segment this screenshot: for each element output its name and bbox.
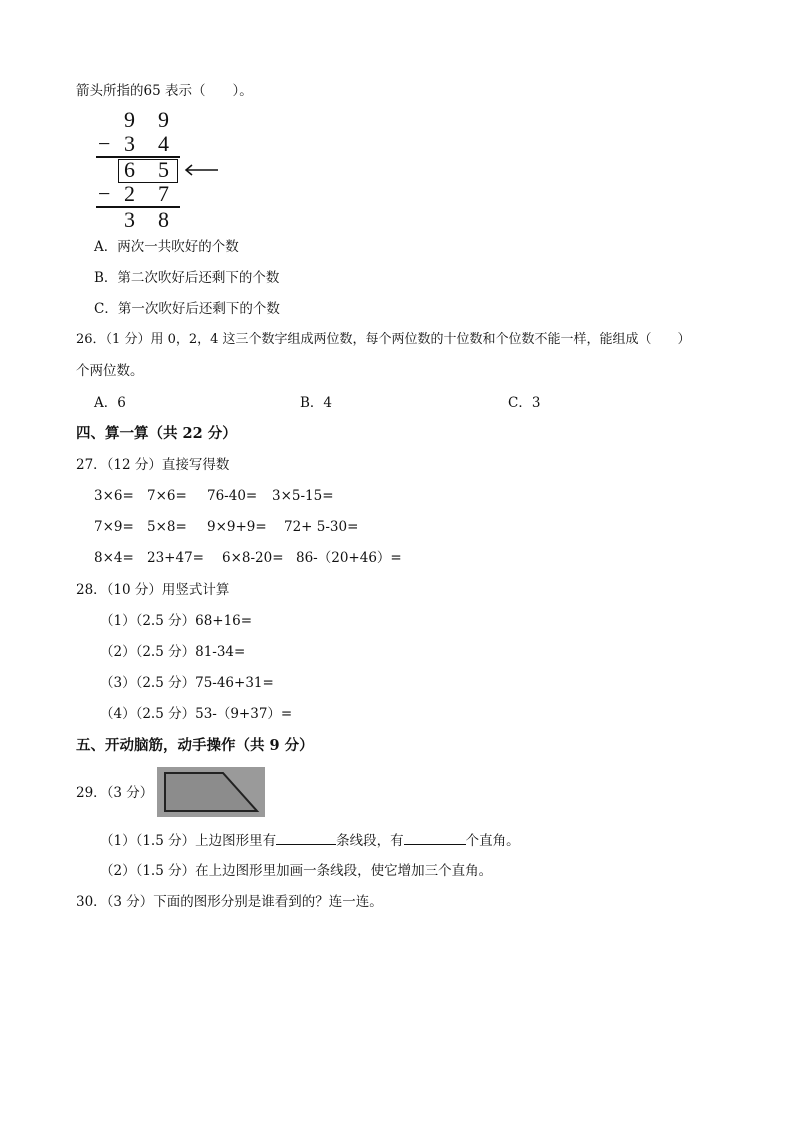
q29-title: 29．（3 分）: [76, 785, 154, 801]
q25-option-b: B．第二次吹好后还剩下的个数: [94, 270, 280, 286]
q28-item-2: （2）（2.5 分）81-34=: [100, 644, 246, 660]
q27-cell: 86-（20+46）=: [296, 550, 402, 566]
trapezoid-shape: [157, 767, 265, 817]
q25-option-a: A．两次一共吹好的个数: [94, 239, 239, 255]
minus-sign: −: [98, 131, 111, 156]
q27-title: 27．（12 分）直接写得数: [76, 457, 230, 473]
q26-line1: 26．（1 分）用 0，2，4 这三个数字组成两位数，每个两位数的十位数和个位数不能一样，能组成（ ）: [76, 332, 691, 347]
q25-stem: 箭头所指的65 表示（ ）。: [76, 83, 253, 99]
q27-cell: 5×8=: [147, 519, 187, 535]
q27-cell: 6×8-20=: [222, 550, 284, 566]
q27-cell: 9×9+9=: [207, 519, 267, 535]
section-5-title: 五、开动脑筋，动手操作（共 9 分）: [76, 737, 314, 754]
digit: 3: [124, 207, 135, 232]
q25-option-c: C．第一次吹好后还剩下的个数: [94, 301, 280, 317]
answer-blank-right-angles[interactable]: [404, 830, 466, 845]
q29-sub1-text-c: 个直角。: [465, 833, 520, 849]
digit: 3: [124, 131, 135, 156]
answer-blank-segments[interactable]: [276, 830, 336, 845]
q30-title: 30．（3 分）下面的图形分别是谁看到的？连一连。: [76, 894, 383, 910]
q29-sub1: [100, 830, 520, 850]
q26-option-a: A．6: [94, 395, 126, 411]
section-4-title: 四、算一算（共 22 分）: [76, 425, 237, 442]
q27-cell: 3×6=: [94, 488, 134, 504]
q27-cell: 23+47=: [147, 550, 204, 566]
q27-cell: 3×5-15=: [272, 488, 334, 504]
q28-title: 28．（10 分）用竖式计算: [76, 582, 230, 598]
digit: 6: [124, 157, 135, 182]
arrow-left-icon: [184, 164, 220, 176]
vertical-subtraction: [96, 108, 226, 232]
digit: 7: [158, 181, 169, 206]
digit: 2: [124, 181, 135, 206]
q29-sub1-text-b: 条线段，有: [336, 833, 404, 849]
digit: 9: [158, 107, 169, 132]
digit: 5: [158, 157, 169, 182]
q27-cell: 76-40=: [207, 488, 258, 504]
q27-cell: 8×4=: [94, 550, 134, 566]
q28-item-1: （1）（2.5 分）68+16=: [100, 613, 253, 629]
trapezoid-figure: [157, 767, 265, 817]
q26-option-b: B．4: [300, 395, 333, 411]
q27-cell: 7×6=: [147, 488, 187, 504]
q29-sub1-text-a: （1）（1.5 分）上边图形里有: [100, 833, 277, 849]
q28-item-3: （3）（2.5 分）75-46+31=: [100, 675, 274, 691]
digit: 9: [124, 107, 135, 132]
digit: 8: [158, 207, 169, 232]
q28-item-4: （4）（2.5 分）53-（9+37）=: [100, 706, 293, 722]
q27-cell: 7×9=: [94, 519, 134, 535]
digit: 4: [158, 131, 169, 156]
minus-sign: −: [98, 181, 111, 206]
q29-sub2: （2）（1.5 分）在上边图形里加画一条线段，使它增加三个直角。: [100, 863, 493, 879]
q27-cell: 72+ 5-30=: [284, 519, 359, 535]
q26-line2: 个两位数。: [76, 363, 144, 379]
q26-option-c: C．3: [508, 395, 541, 411]
